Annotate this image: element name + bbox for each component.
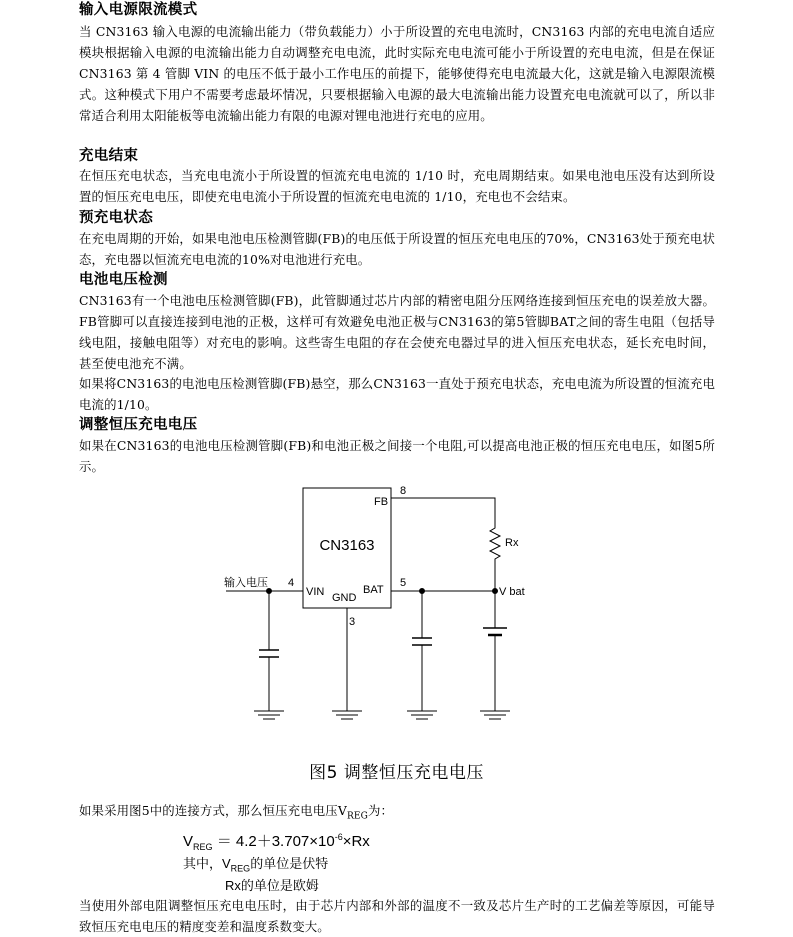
pin-bat-number: 5 (400, 577, 407, 589)
paragraph-fb-floating: 如果将CN3163的电池电压检测管脚(FB)悬空，那么CN3163一直处于预充电状态，充电电流为所设置的恒流充电电流的1/10。 (79, 376, 715, 412)
heading-charge-termination: 充电结束 (79, 148, 139, 164)
ground-icon-input (254, 711, 284, 719)
pin-fb-number: 8 (400, 485, 407, 497)
heading-precharge: 预充电状态 (79, 210, 153, 226)
heading-battery-voltage-sense: 电池电压检测 (79, 272, 168, 288)
formula-unit-vreg: 其中，$V_{REG}$的单位是伏特 (183, 856, 329, 874)
formula-vreg: $V_{REG} = 4.2+3.707\times 10^{-6}\times Rx$ (183, 832, 370, 852)
formula-unit-rx: Rx的单位是欧姆 (225, 878, 319, 893)
paragraph-precharge: 在充电周期的开始，如果电池电压检测管脚(FB)的电压低于所设置的恒压充电电压的70%，CN3163处于预充电状态，充电器以恒流充电电流的10%对电池进行充电。 (79, 231, 715, 267)
rx-label: Rx (505, 537, 519, 549)
ground-icon-chip (332, 711, 362, 719)
paragraph-accuracy-note: 当使用外部电阻调整恒压充电电压时，由于芯片内部和外部的温度不一致及芯片生产时的工艺偏差等原因，可能导致恒压充电电压的精度变差和温度系数变大。 (79, 898, 715, 934)
heading-input-current-limit: 输入电源限流模式 (79, 2, 198, 18)
input-voltage-label: 输入电压 (224, 577, 268, 589)
figure-caption: 图5 调整恒压充电电压 (309, 763, 484, 783)
paragraph-adjust-cv-voltage: 如果在CN3163的电池电压检测管脚(FB)和电池正极之间接一个电阻,可以提高电池正极的恒压充电电压，如图5所示。 (79, 438, 715, 474)
paragraph-input-current-limit: 当 CN3163 输入电源的电流输出能力（带负载能力）小于所设置的充电电流时，CN3163 内部的充电电流自适应模块根据输入电源的电流输出能力自动调整充电电流，此时实际充电电流可能小于所设置的充电电流，但是在保证 CN3163 第 4 管脚 VIN 的电压不低于最小工作电压的前提下，能够使得充电电流最大化，这就是输入电源限流模式。这种模式下用户不需要考虑最坏情况，只要根据输入电源的最大电流输出能力设置充电电流就可以了，所以非常适合利用太阳能板等电流输出能力有限的电源对锂电池进行充电的应用。 (79, 24, 715, 123)
pin-gnd-label: GND (332, 592, 357, 604)
fb-wire (391, 498, 495, 523)
chip-label: CN3163 (319, 537, 375, 554)
rx-resistor (490, 523, 500, 591)
pin-vin-number: 4 (288, 577, 295, 589)
pin-vin-label: VIN (306, 586, 325, 598)
pin-bat-label: BAT (363, 584, 384, 596)
ground-icon-output (407, 711, 437, 719)
pin-fb-label: FB (374, 496, 389, 508)
heading-adjust-cv-voltage: 调整恒压充电电压 (79, 417, 198, 433)
paragraph-battery-voltage-sense: CN3163有一个电池电压检测管脚(FB)，此管脚通过芯片内部的精密电阻分压网络连接到恒压充电的误差放大器。FB管脚可以直接连接到电池的正极，这样可有效避免电池正极与CN3163的第5管脚BAT之间的寄生电阻（包括导线电阻，接触电阻等）对充电的影响。这些寄生电阻的存在会使充电器过早的进入恒压充电状态，延长充电时间，甚至使电池充不满。 (79, 293, 715, 371)
paragraph-charge-termination: 在恒压充电状态，当充电电流小于所设置的恒流充电电流的 1/10 时，充电周期结束。如果电池电压没有达到所设置的恒压充电电压，即使充电电流小于所设置的恒流充电电流的 1/10，充电也不会结束。 (79, 168, 715, 204)
pin-gnd-number: 3 (349, 616, 356, 628)
circuit-diagram (0, 478, 793, 738)
ground-icon-battery (480, 711, 510, 719)
vbat-label: V bat (499, 586, 525, 598)
paragraph-formula-intro: 如果采用图5中的连接方式，那么恒压充电电压$V_{REG}$为： (79, 803, 394, 822)
